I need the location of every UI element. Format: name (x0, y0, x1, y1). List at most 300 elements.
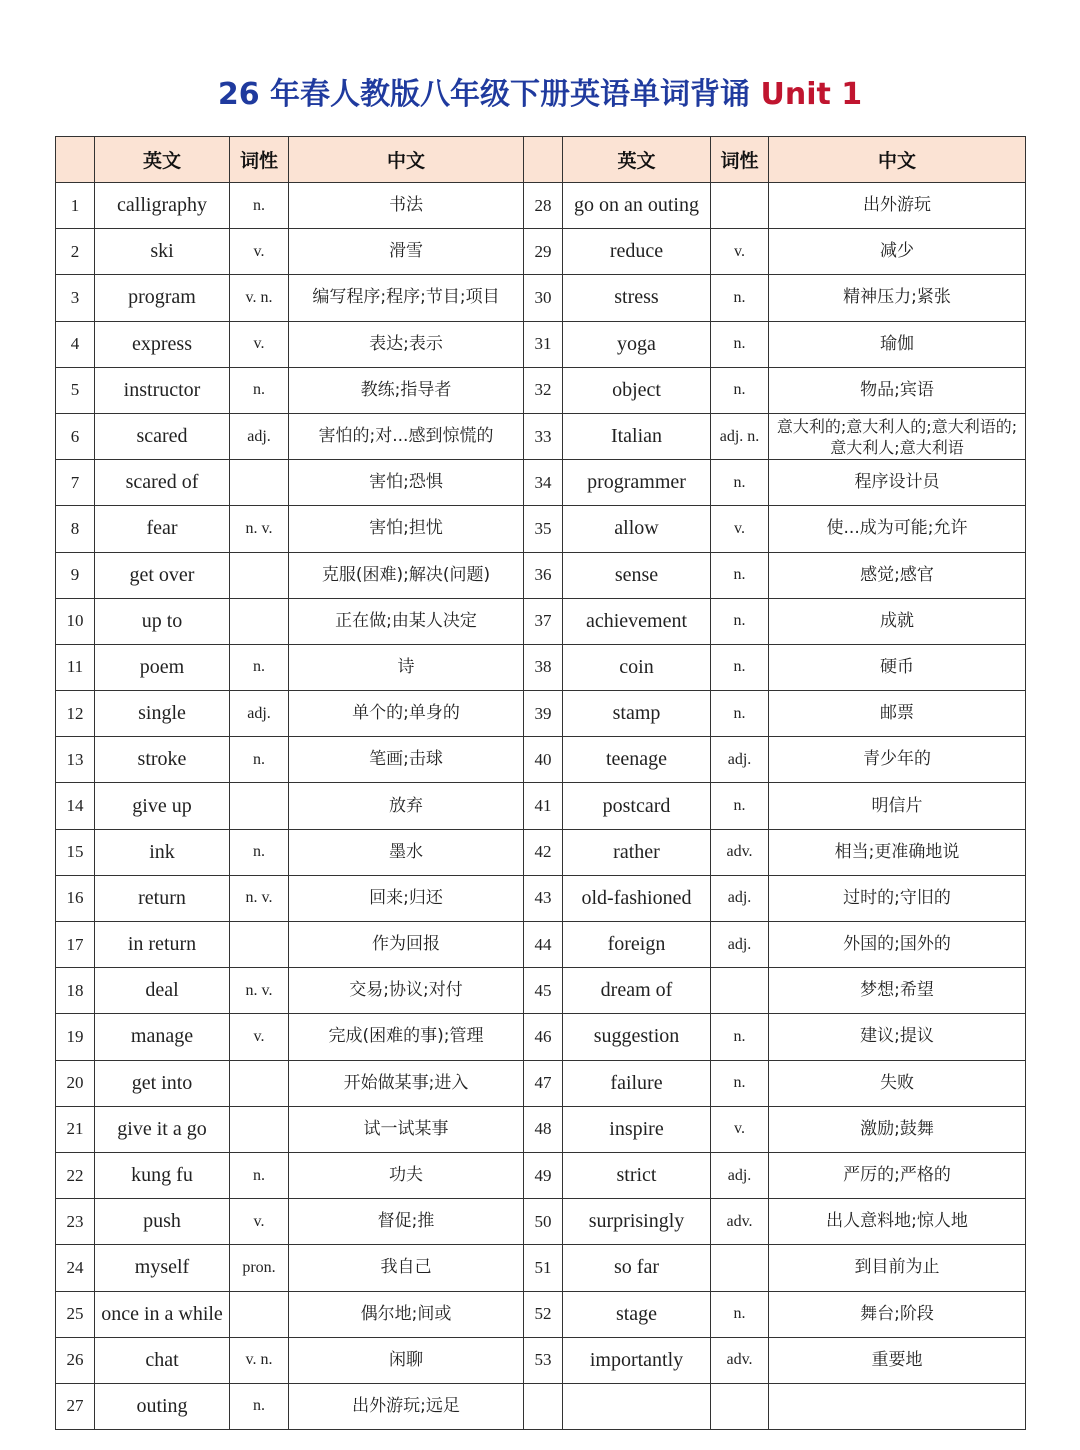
chinese-meaning-right (769, 691, 1026, 737)
table-row (56, 229, 1026, 275)
part-of-speech-left (230, 460, 289, 506)
part-of-speech-right (711, 1106, 769, 1152)
chinese-meaning-text: 外国的;国外的 (843, 934, 951, 955)
part-of-speech-text: n. (733, 566, 746, 584)
part-of-speech-text: v. (734, 242, 745, 260)
chinese-meaning-text: 减少 (880, 241, 914, 262)
chinese-meaning-right (769, 829, 1026, 875)
word-number-right (524, 968, 563, 1014)
word-number-text: 11 (66, 657, 84, 677)
chinese-meaning-right (769, 367, 1026, 413)
english-word-text: give it a go (117, 1117, 207, 1140)
part-of-speech-right (711, 1199, 769, 1245)
chinese-meaning-right (769, 1152, 1026, 1198)
english-word-text: single (138, 702, 186, 725)
part-of-speech-right (711, 1014, 769, 1060)
english-word-text: stamp (612, 702, 661, 725)
word-number-right (524, 1383, 563, 1429)
chinese-meaning-left (289, 1245, 524, 1291)
table-row (56, 1199, 1026, 1245)
english-word-right (563, 598, 711, 644)
english-word-right (563, 1106, 711, 1152)
table-row (56, 1152, 1026, 1198)
chinese-meaning-text: 偶尔地;间或 (360, 1303, 452, 1324)
part-of-speech-right (711, 1060, 769, 1106)
english-word-left (95, 1152, 230, 1198)
chinese-meaning-text: 舞台;阶段 (860, 1303, 934, 1324)
chinese-meaning-text: 明信片 (871, 795, 923, 816)
chinese-meaning-right (769, 1014, 1026, 1060)
chinese-meaning-left (289, 783, 524, 829)
word-number-left (56, 922, 95, 968)
english-word-right (563, 183, 711, 229)
english-word-right (563, 275, 711, 321)
part-of-speech-left (230, 506, 289, 552)
word-number-text: 12 (66, 703, 84, 723)
word-number-text: 40 (534, 749, 552, 769)
part-of-speech-text: n. (253, 1166, 265, 1184)
word-number-text: 23 (66, 1211, 84, 1231)
chinese-meaning-text: 开始做某事;进入 (343, 1072, 469, 1093)
chinese-meaning-text: 编写程序;程序;节目;项目 (312, 287, 500, 308)
chinese-meaning-right (769, 1106, 1026, 1152)
word-number-text: 33 (534, 426, 552, 446)
part-of-speech-text: n. (253, 381, 265, 399)
chinese-meaning-text: 害怕;恐惧 (369, 472, 443, 493)
chinese-meaning-text: 督促;推 (377, 1211, 435, 1232)
chinese-meaning-text: 笔画;击球 (369, 749, 443, 770)
word-number-right (524, 1199, 563, 1245)
english-word-text: surprisingly (588, 1210, 685, 1233)
chinese-meaning-right (769, 1199, 1026, 1245)
word-number-left (56, 552, 95, 598)
part-of-speech-left (230, 644, 289, 690)
chinese-meaning-right (769, 1245, 1026, 1291)
word-number-right (524, 829, 563, 875)
word-number-text: 28 (534, 195, 552, 215)
chinese-meaning-right (769, 460, 1026, 506)
word-number-left (56, 598, 95, 644)
part-of-speech-left (230, 1291, 289, 1337)
english-word-text: push (143, 1210, 181, 1233)
part-of-speech-right (711, 229, 769, 275)
word-number-text: 15 (66, 842, 84, 862)
english-word-text: suggestion (593, 1025, 680, 1048)
table-row (56, 1291, 1026, 1337)
table-row (56, 1014, 1026, 1060)
chinese-meaning-text: 我自己 (380, 1257, 432, 1278)
part-of-speech-text: n. (253, 1397, 265, 1415)
part-of-speech-text: n. (733, 658, 746, 676)
word-number-right (524, 783, 563, 829)
chinese-meaning-text: 出外游玩;远足 (352, 1395, 460, 1416)
chinese-meaning-text: 出人意料地;惊人地 (826, 1211, 968, 1232)
word-number-text: 34 (534, 472, 552, 492)
part-of-speech-left (230, 1383, 289, 1429)
word-number-text: 14 (66, 796, 84, 816)
table-row (56, 413, 1026, 459)
chinese-meaning-text: 邮票 (880, 703, 914, 724)
part-of-speech-text: adj. (727, 889, 752, 907)
english-word-left (95, 1245, 230, 1291)
chinese-meaning-left (289, 506, 524, 552)
english-word-left (95, 829, 230, 875)
word-number-text: 39 (534, 703, 552, 723)
part-of-speech-text: v. (253, 1027, 265, 1045)
part-of-speech-right (711, 1337, 769, 1383)
english-word-right (563, 1245, 711, 1291)
part-of-speech-text: n. (253, 843, 265, 861)
word-number-text: 9 (70, 565, 80, 585)
part-of-speech-right (711, 275, 769, 321)
word-number-left (56, 1106, 95, 1152)
chinese-meaning-left (289, 691, 524, 737)
chinese-meaning-left (289, 1152, 524, 1198)
word-number-right (524, 922, 563, 968)
word-number-left (56, 275, 95, 321)
chinese-meaning-text: 相当;更准确地说 (834, 841, 960, 862)
chinese-meaning-text: 墨水 (389, 841, 423, 862)
word-number-text: 38 (534, 657, 552, 677)
table-row (56, 460, 1026, 506)
header-pos-right: 词性 (711, 137, 769, 183)
chinese-meaning-text: 失败 (880, 1072, 914, 1093)
english-word-text: inspire (609, 1117, 664, 1140)
chinese-meaning-right (769, 321, 1026, 367)
part-of-speech-text: adj. (727, 750, 752, 768)
table-row (56, 275, 1026, 321)
word-number-text: 46 (534, 1026, 552, 1046)
part-of-speech-right (711, 875, 769, 921)
word-number-left (56, 968, 95, 1014)
table-row (56, 1383, 1026, 1429)
english-word-text: return (138, 886, 186, 909)
part-of-speech-text: n. (733, 797, 746, 815)
english-word-text: old-fashioned (581, 886, 692, 909)
word-number-text: 41 (534, 796, 552, 816)
word-number-text: 51 (534, 1257, 552, 1277)
chinese-meaning-text: 重要地 (871, 1349, 923, 1370)
english-word-text: failure (610, 1071, 663, 1094)
chinese-meaning-left (289, 552, 524, 598)
english-word-right (563, 644, 711, 690)
part-of-speech-right (711, 644, 769, 690)
word-number-text: 31 (534, 334, 552, 354)
part-of-speech-text: n. (733, 1027, 746, 1045)
english-word-left (95, 367, 230, 413)
word-number-text: 50 (534, 1211, 552, 1231)
word-number-text: 53 (534, 1350, 552, 1370)
part-of-speech-left (230, 1060, 289, 1106)
word-number-left (56, 644, 95, 690)
chinese-meaning-text: 意大利的;意大利人的;意大利语的;意大利人;意大利语 (776, 416, 1018, 457)
table-row (56, 783, 1026, 829)
part-of-speech-text: n. (733, 381, 746, 399)
chinese-meaning-left (289, 229, 524, 275)
chinese-meaning-text: 到目前为止 (854, 1257, 940, 1278)
table-row (56, 829, 1026, 875)
header-number-left (56, 137, 95, 183)
word-number-left (56, 413, 95, 459)
chinese-meaning-right (769, 1337, 1026, 1383)
page-title (0, 70, 1080, 120)
english-word-text: poem (139, 655, 185, 678)
part-of-speech-text: v. (253, 242, 265, 260)
word-number-text: 52 (534, 1304, 552, 1324)
chinese-meaning-text: 过时的;守旧的 (843, 887, 951, 908)
word-number-text: 10 (66, 611, 84, 631)
english-word-right (563, 1060, 711, 1106)
word-number-text: 1 (70, 195, 80, 215)
chinese-meaning-text: 克服(困难);解决(问题) (321, 564, 491, 585)
english-word-text: program (128, 286, 196, 309)
chinese-meaning-text: 教练;指导者 (360, 379, 452, 400)
word-number-text: 20 (66, 1073, 84, 1093)
word-number-text: 19 (66, 1026, 84, 1046)
table-row (56, 737, 1026, 783)
word-number-text: 35 (534, 518, 552, 538)
part-of-speech-text: n. v. (245, 519, 273, 537)
word-number-right (524, 644, 563, 690)
word-number-left (56, 1152, 95, 1198)
chinese-meaning-left (289, 1291, 524, 1337)
word-number-left (56, 321, 95, 367)
word-number-right (524, 1245, 563, 1291)
english-word-left (95, 460, 230, 506)
word-number-left (56, 691, 95, 737)
word-number-right (524, 1152, 563, 1198)
word-number-right (524, 552, 563, 598)
chinese-meaning-left (289, 968, 524, 1014)
english-word-right (563, 321, 711, 367)
english-word-left (95, 968, 230, 1014)
chinese-meaning-text: 严厉的;严格的 (843, 1165, 951, 1186)
english-word-text: Italian (610, 425, 663, 448)
word-number-left (56, 506, 95, 552)
word-number-text: 21 (66, 1119, 84, 1139)
chinese-meaning-text: 害怕;担忧 (369, 518, 443, 539)
chinese-meaning-left (289, 183, 524, 229)
english-word-right (563, 968, 711, 1014)
english-word-text: ski (150, 240, 174, 263)
part-of-speech-left (230, 968, 289, 1014)
chinese-meaning-left (289, 1014, 524, 1060)
word-number-text: 44 (534, 934, 552, 954)
english-word-text: get into (131, 1071, 193, 1094)
english-word-text: outing (136, 1394, 188, 1417)
english-word-text: kung fu (131, 1164, 193, 1187)
english-word-left (95, 644, 230, 690)
word-number-text: 48 (534, 1119, 552, 1139)
header-number-right (524, 137, 563, 183)
chinese-meaning-right (769, 1291, 1026, 1337)
part-of-speech-right (711, 183, 769, 229)
word-number-left (56, 367, 95, 413)
header-chinese-right: 中文 (769, 137, 1026, 183)
chinese-meaning-text: 精神压力;紧张 (843, 287, 951, 308)
english-word-text: stroke (137, 748, 187, 771)
part-of-speech-left (230, 922, 289, 968)
chinese-meaning-right (769, 783, 1026, 829)
chinese-meaning-text: 回来;归还 (369, 887, 443, 908)
english-word-left (95, 1060, 230, 1106)
word-number-text: 49 (534, 1165, 552, 1185)
table-row (56, 321, 1026, 367)
word-number-text: 5 (70, 380, 80, 400)
english-word-text: up to (141, 609, 183, 632)
chinese-meaning-right (769, 229, 1026, 275)
part-of-speech-text: n. (733, 473, 746, 491)
english-word-right (563, 829, 711, 875)
part-of-speech-right (711, 1291, 769, 1337)
part-of-speech-text: v. n. (245, 288, 273, 306)
english-word-right (563, 552, 711, 598)
part-of-speech-right (711, 829, 769, 875)
part-of-speech-left (230, 1106, 289, 1152)
english-word-text: chat (145, 1348, 179, 1371)
part-of-speech-left (230, 691, 289, 737)
word-number-text: 16 (66, 888, 84, 908)
english-word-left (95, 1383, 230, 1429)
chinese-meaning-text: 害怕的;对...感到惊慌的 (318, 426, 494, 447)
english-word-text: scared (136, 425, 188, 448)
table-row (56, 1106, 1026, 1152)
word-number-text: 26 (66, 1350, 84, 1370)
table-body (56, 183, 1026, 1430)
word-number-right (524, 183, 563, 229)
part-of-speech-right (711, 922, 769, 968)
word-number-text: 2 (70, 241, 80, 261)
english-word-left (95, 1014, 230, 1060)
part-of-speech-left (230, 321, 289, 367)
english-word-right (563, 783, 711, 829)
table-row (56, 1337, 1026, 1383)
chinese-meaning-left (289, 1383, 524, 1429)
chinese-meaning-right (769, 644, 1026, 690)
word-number-right (524, 1106, 563, 1152)
part-of-speech-right (711, 783, 769, 829)
chinese-meaning-left (289, 1337, 524, 1383)
part-of-speech-left (230, 183, 289, 229)
chinese-meaning-text: 书法 (389, 195, 423, 216)
english-word-text: so far (614, 1256, 659, 1279)
english-word-text: rather (613, 840, 660, 863)
word-number-text: 29 (534, 241, 552, 261)
english-word-text: go on an outing (574, 194, 699, 217)
chinese-meaning-text: 梦想;希望 (860, 980, 934, 1001)
part-of-speech-right (711, 1152, 769, 1198)
part-of-speech-text: v. n. (245, 1351, 273, 1369)
chinese-meaning-right (769, 413, 1026, 459)
header-english-left: 英文 (95, 137, 230, 183)
chinese-meaning-left (289, 460, 524, 506)
part-of-speech-left (230, 413, 289, 459)
header-english-right: 英文 (563, 137, 711, 183)
part-of-speech-text: v. (253, 1212, 265, 1230)
english-word-left (95, 691, 230, 737)
table-row (56, 968, 1026, 1014)
table-header-row (56, 137, 1026, 183)
word-number-right (524, 598, 563, 644)
english-word-right (563, 875, 711, 921)
word-number-left (56, 1245, 95, 1291)
word-number-right (524, 1060, 563, 1106)
word-number-text: 3 (70, 287, 80, 307)
part-of-speech-left (230, 1337, 289, 1383)
english-word-text: stress (614, 286, 659, 309)
word-number-text: 8 (70, 518, 80, 538)
table-row (56, 875, 1026, 921)
word-number-left (56, 875, 95, 921)
chinese-meaning-text: 瑜伽 (880, 333, 914, 354)
chinese-meaning-text: 激励;鼓舞 (860, 1118, 934, 1139)
part-of-speech-left (230, 875, 289, 921)
chinese-meaning-left (289, 644, 524, 690)
english-word-text: instructor (123, 378, 201, 401)
chinese-meaning-text: 程序设计员 (854, 472, 940, 493)
english-word-text: teenage (605, 748, 668, 771)
part-of-speech-left (230, 229, 289, 275)
chinese-meaning-text: 使...成为可能;允许 (826, 518, 968, 539)
english-word-left (95, 1291, 230, 1337)
part-of-speech-text: adj. (727, 935, 752, 953)
part-of-speech-text: pron. (242, 1258, 276, 1276)
chinese-meaning-right (769, 275, 1026, 321)
part-of-speech-text: n. v. (245, 889, 273, 907)
table-row (56, 552, 1026, 598)
word-number-text: 18 (66, 980, 84, 1000)
word-number-text: 25 (66, 1304, 84, 1324)
english-word-text: in return (127, 933, 197, 956)
part-of-speech-text: adj. (247, 427, 271, 445)
english-word-right (563, 1291, 711, 1337)
english-word-left (95, 783, 230, 829)
table-row (56, 691, 1026, 737)
table-row (56, 1060, 1026, 1106)
chinese-meaning-text: 出外游玩 (863, 195, 931, 216)
english-word-text: programmer (587, 471, 686, 494)
part-of-speech-right (711, 552, 769, 598)
chinese-meaning-text: 滑雪 (389, 241, 423, 262)
word-number-text: 47 (534, 1073, 552, 1093)
part-of-speech-text: adv. (726, 843, 753, 861)
chinese-meaning-left (289, 598, 524, 644)
part-of-speech-text: n. (733, 704, 746, 722)
word-number-right (524, 413, 563, 459)
part-of-speech-left (230, 1199, 289, 1245)
part-of-speech-text: adj. n. (719, 427, 760, 445)
chinese-meaning-left (289, 321, 524, 367)
chinese-meaning-text: 交易;协议;对付 (349, 980, 463, 1001)
part-of-speech-left (230, 829, 289, 875)
chinese-meaning-left (289, 1060, 524, 1106)
english-word-left (95, 875, 230, 921)
english-word-right (563, 922, 711, 968)
chinese-meaning-text: 正在做;由某人决定 (335, 610, 477, 631)
chinese-meaning-left (289, 413, 524, 459)
chinese-meaning-text: 成就 (880, 610, 914, 631)
table-row (56, 598, 1026, 644)
english-word-text: object (612, 378, 661, 401)
chinese-meaning-right (769, 598, 1026, 644)
english-word-left (95, 229, 230, 275)
word-number-right (524, 1014, 563, 1060)
english-word-left (95, 183, 230, 229)
word-number-left (56, 229, 95, 275)
word-number-left (56, 183, 95, 229)
table-row (56, 922, 1026, 968)
title-main: 26 年春人教版八年级下册英语单词背诵 (217, 77, 751, 112)
